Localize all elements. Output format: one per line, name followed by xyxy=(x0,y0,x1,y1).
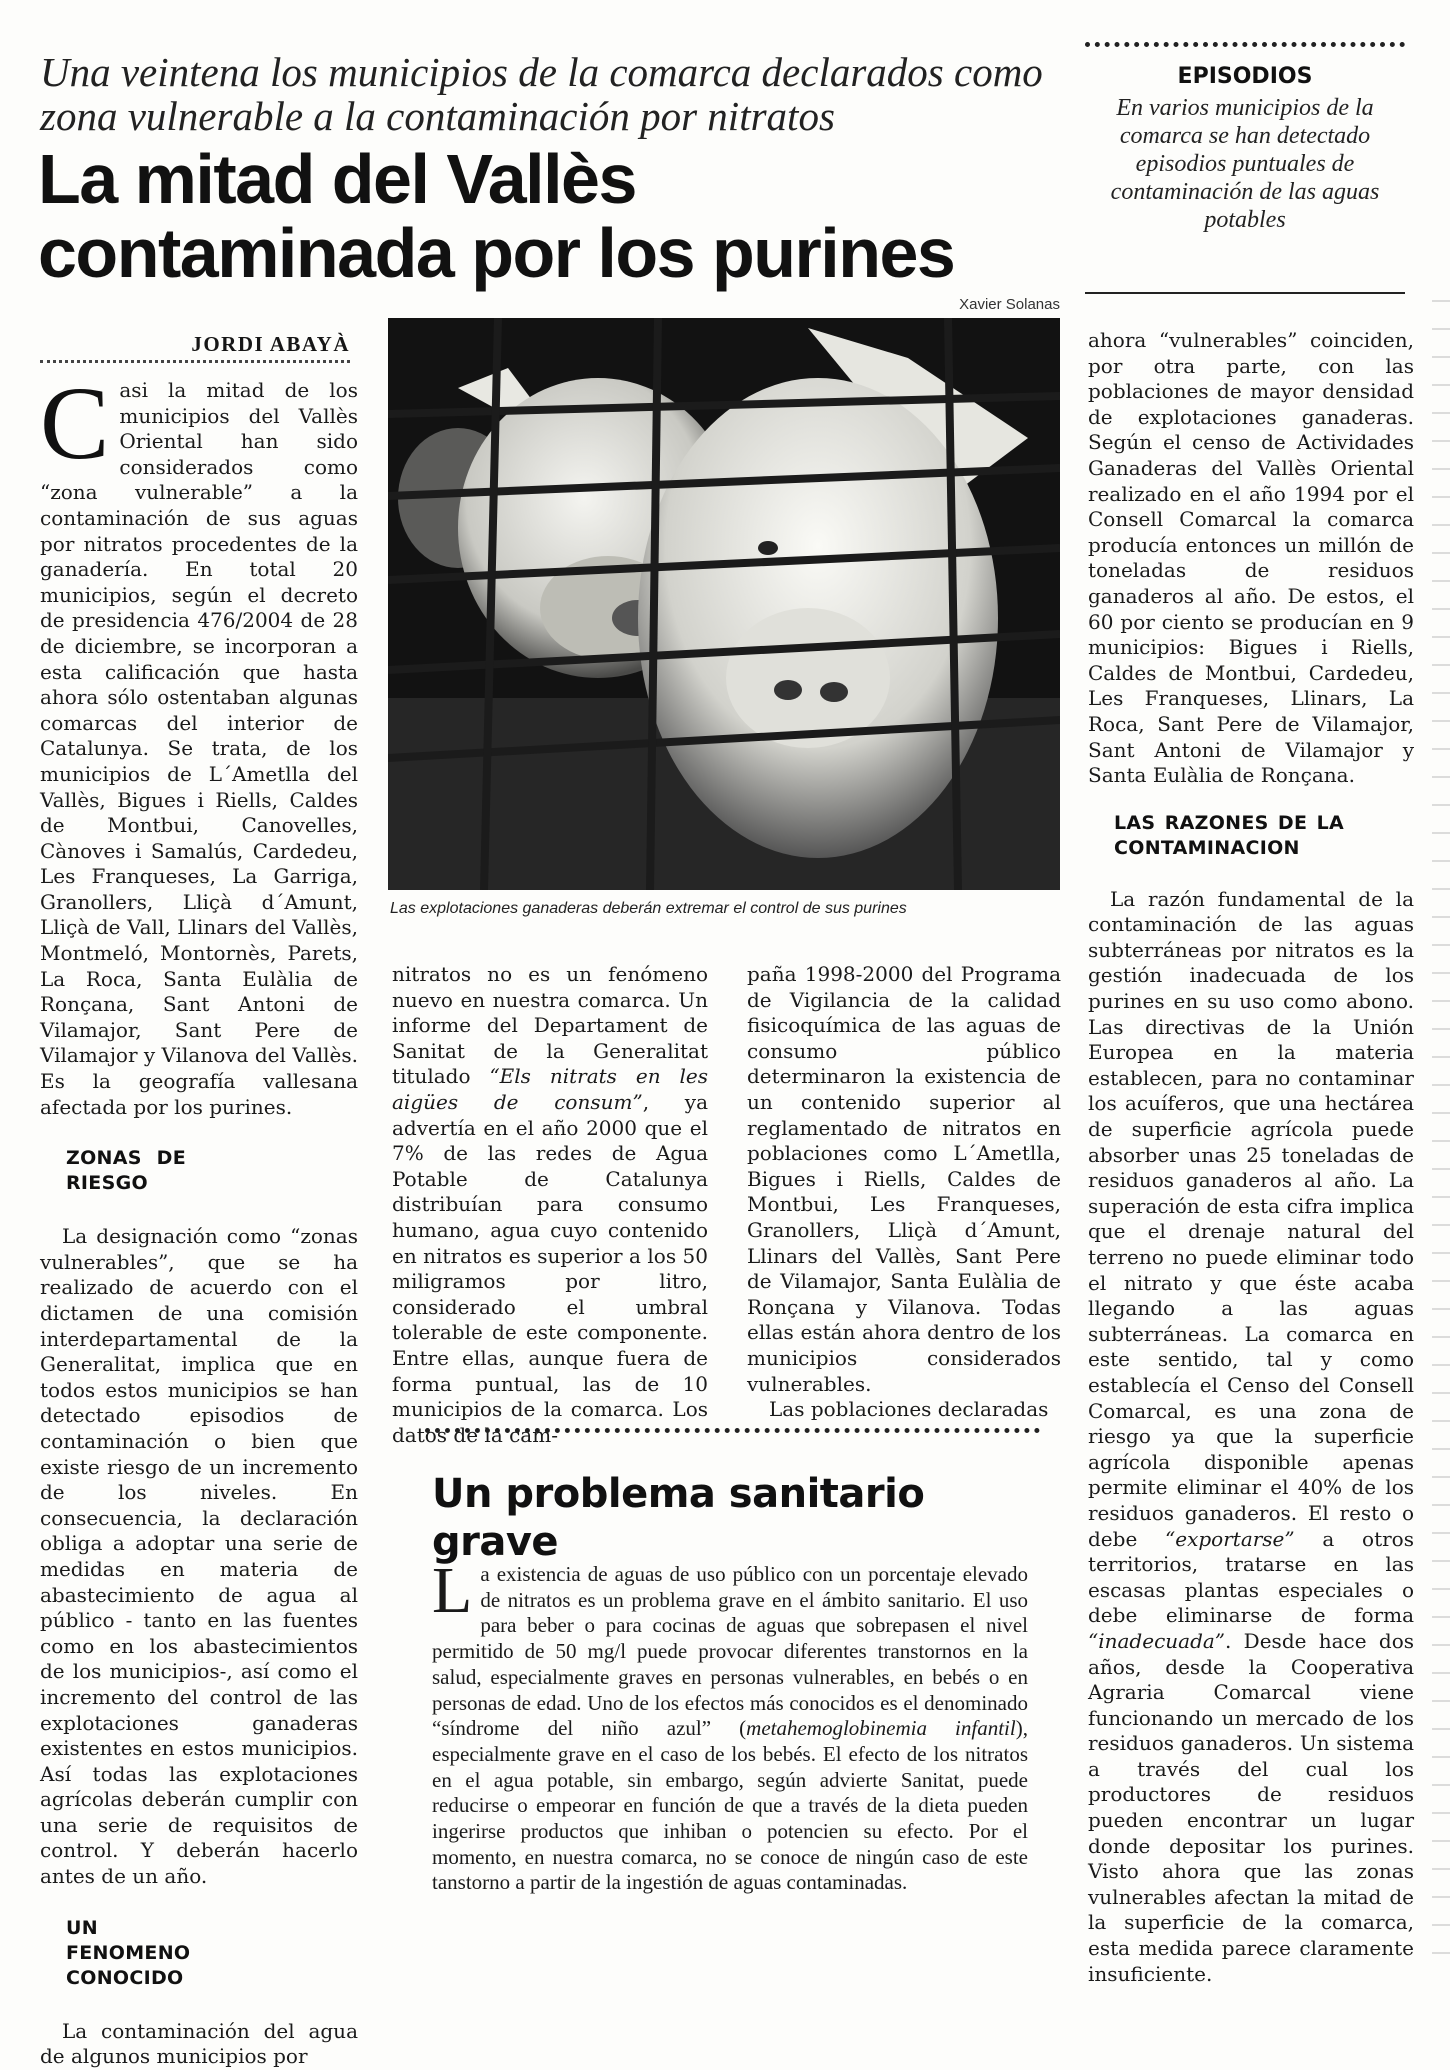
episodios-bottom-rule xyxy=(1085,292,1405,294)
headline: La mitad del Vallès contaminada por los purines xyxy=(38,140,955,292)
episodios-text: En varios municipios de la comarca se han detectado episodios puntuales de contaminación de las aguas potables xyxy=(1110,95,1380,233)
byline-rule xyxy=(40,360,350,363)
episodios-title: EPISODIOS xyxy=(1177,64,1313,89)
lead-paragraph: Casi la mitad de los municipios del Vallès Oriental han sido considerados como “zona vulnerable” a la contaminación de sus aguas por nitratos procedentes de la ganadería. En total 20 municipios, según el decreto de presidencia 476/2004 de 28 de diciembre, se incorporan a esta calificación que hasta ahora sólo ostentaban algunas comarcas del interior de Catalunya. Se trata, de los municipios de L´Ametlla del Vallès, Bigues i Riells, Caldes de Montbui, Canovelles, Cànoves i Samalús, Cardedeu, Les Franqueses, La Garriga, Granollers, Lliçà d´Amunt, Lliçà de Vall, Llinars del Vallès, Montmeló, Montornès, Parets, La Roca, Santa Eulàlia de Ronçana, Sant Antoni de Vilamajor, Sant Pere de Vilamajor y Vilanova del Vallès. Es la geografía vallesana afectada por los purines. xyxy=(40,366,358,1119)
paragraph: ahora “vulnerables” coinciden, por otra parte, con las poblaciones de mayor densidad de explotaciones ganaderas. Según el censo de Actividades Ganaderas del Vallès Oriental realizado en el año 1994 por el Consell Comarcal la comarca producía entonces un millón de toneladas de residuos ganaderos al año. De estos, el 60 por ciento se producían en 9 municipios: Bigues i Riells, Caldes de Montbui, Cardedeu, Les Franqueses, Llinars, La Roca, Sant Pere de Vilamajor, Sant Antoni de Vilamajor y Santa Eulàlia de Ronçana. xyxy=(1088,328,1414,788)
column-3 xyxy=(747,962,1061,1423)
column-1 xyxy=(40,366,358,2070)
subhead-fenomeno: UN FENOMENO CONOCIDO xyxy=(66,1916,191,1989)
paragraph: La contaminación del agua de algunos municipios por xyxy=(40,2018,358,2069)
box-body: La existencia de aguas de uso público con un porcentaje elevado de nitratos es un problema grave en el ámbito sanitario. El uso para beber o para cocinas de aguas que sobrepasen el nivel permitido de 50 mg/l puede provocar diferentes transtornos en la salud, especialmente graves en personas vulnerables, en bebés o en personas de edad. Uno de los efectos más conocidos es el denominado “síndrome del niño azul” (metahemoglobinemia infantil), especialmente grave en el caso de los bebés. El efecto de los nitratos en el agua potable, sin embargo, según advierte Sanitat, puede reducirse o empeorar en función de que a través de la dieta pueden ingerirse productos que inhiban o potencien su efecto. Por el momento, en nuestra comarca, no se conoce de ningún caso de este tanstorno a partir de la ingestión de aguas contaminadas. xyxy=(432,1554,1028,1895)
episodios-top-rule xyxy=(1085,42,1405,47)
box-title: Un problema sanitario grave xyxy=(432,1471,925,1565)
photo-caption: Las explotaciones ganaderas deberán extremar el control de sus purines xyxy=(390,900,907,917)
paragraph: paña 1998-2000 del Programa de Vigilancia de la calidad fisicoquímica de las aguas de consumo público determinaron la existencia de un contenido superior al reglamentado de nitratos en poblaciones como L´Ametlla, Bigues i Riells, Caldes de Montbui, Les Franqueses, Granollers, Lliçà d´Amunt, Llinars del Vallès, Sant Pere de Vilamajor, Santa Eulàlia de Ronçana y Vilanova. Todas ellas están ahora dentro de los municipios considerados vulnerables. xyxy=(747,962,1061,1396)
box-top-rule xyxy=(425,1428,1040,1433)
paragraph: Las poblaciones declaradas xyxy=(769,1397,1049,1422)
page-edge-shadow xyxy=(1432,300,1450,1980)
paragraph: La designación como “zonas vulnerables”, que se ha realizado de acuerdo con el dictamen de una comisión interdepartamental de la Generalitat, implica que en todos estos municipios se han detectado episodios de contaminación o bien que existe riesgo de un incremento de los niveles. En consecuencia, la declaración obliga a adoptar una serie de medidas en materia de abastecimiento de agua al público - tanto en las fuentes como en los abastecimientos de los municipios-, así como el incremento del control de las explotaciones ganaderas existentes en estos municipios. Así todas las explotaciones agrícolas deberán cumplir con una serie de requisitos de control. Y deberán hacerlo antes de un año. xyxy=(40,1224,358,1889)
paragraph: nitratos no es un fenómeno nuevo en nuestra comarca. Un informe del Departament de Sanitat de la Generalitat titulado “Els nitrats en les aigües de consum”, ya advertía en el año 2000 que el 7% de las redes de Agua Potable de Catalunya distribuían para consumo humano, agua cuyo contenido en nitratos es superior a los 50 miligramos por litro, considerado el umbral tolerable de este componente. Entre ellas, aunque fuera de forma puntual, las de 10 municipios de la comarca. Los datos de la cam- xyxy=(392,962,709,1447)
photo-credit: Xavier Solanas xyxy=(959,296,1060,313)
paragraph: La razón fundamental de la contaminación de las aguas subterráneas por nitratos es la gestión inadecuada de los purines en su uso como abono. Las directivas de la Unión Europea en la materia establecen, para no contaminar los acuíferos, que una hectárea de superficie agrícola puede absorber unas 25 toneladas de residuos ganaderos al año. La superación de esta cifra implica que el drenaje natural del terreno no puede eliminar todo el nitrato y que éste acaba llegando a las aguas subterráneas. La comarca en este sentido, tal y como establecía el Censo del Consell Comarcal, es una zona de riesgo ya que la superficie agrícola disponible apenas permite eliminar el 40% de los residuos ganaderos. El resto o debe “exportarse” a otros territorios, tratarse en las escasas plantas especiales o debe eliminarse de forma “inadecuada”. Desde hace dos años, desde la Cooperativa Agraria Comarcal viene funcionando un mercado de los residuos ganaderos. Un sistema a través del cual los productores de residuos pueden encontrar un lugar donde depositar los purines. Visto ahora que las zonas vulnerables afectan la mitad de la superficie de la comarca, esta medida parece claramente insuficiente. xyxy=(1088,886,1414,1986)
kicker: Una veintena los municipios de la comarca declarados como zona vulnerable a la contaminación por nitratos xyxy=(40,49,1043,139)
drop-cap: C xyxy=(40,366,110,481)
column-4 xyxy=(1088,328,1414,1987)
pigs-photo xyxy=(388,318,1060,890)
box-drop-cap: L xyxy=(432,1554,473,1627)
byline: JORDI ABAYÀ xyxy=(191,332,350,356)
pigs-illustration xyxy=(388,318,1060,890)
subhead-zonas: ZONAS DE RIESGO xyxy=(66,1147,186,1195)
column-2 xyxy=(392,962,708,1448)
subhead-razones: LAS RAZONES DE LA CONTAMINACION xyxy=(1114,811,1344,859)
